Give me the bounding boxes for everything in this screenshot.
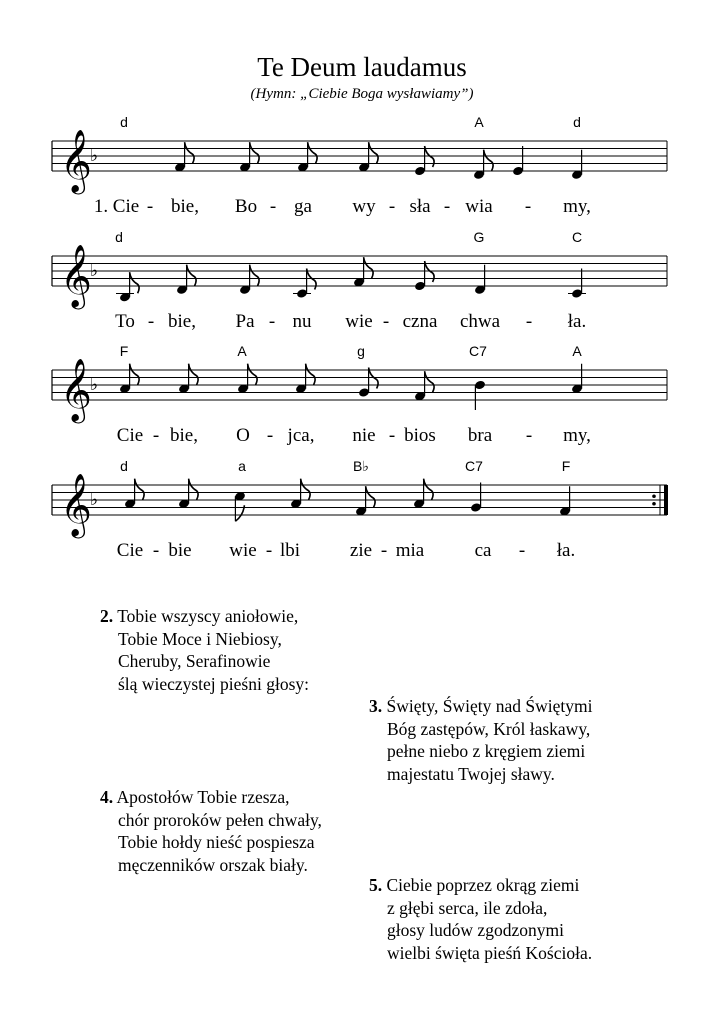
note-flag (130, 272, 140, 293)
note-flag (185, 142, 195, 163)
lyric-syllable: ła. (567, 311, 587, 332)
stanza-4 (100, 786, 322, 876)
lyric-syllable: Bo (234, 196, 258, 217)
note-flag (369, 142, 379, 163)
treble-clef-icon: 𝄞 (60, 473, 92, 536)
lyric-syllable: ga (294, 196, 312, 217)
stanza-line: chór proroków pełen chwały, (118, 809, 322, 830)
chord-symbol: C7 (469, 343, 487, 359)
lyric-hyphen: - (269, 196, 277, 217)
stanza-line: z głębi serca, ile zdoła, (387, 897, 548, 918)
lyric-syllable: jca, (287, 425, 315, 446)
lyric-hyphen: - (146, 196, 154, 217)
lyric-syllable: sła (409, 196, 431, 217)
verse-number: 1. (93, 196, 109, 217)
treble-clef-icon: 𝄞 (60, 358, 92, 421)
stanza-line: głosy ludów zgodzonymi (387, 920, 564, 940)
lyric-syllable: Pa (235, 311, 255, 332)
chord-symbol: F (561, 458, 571, 474)
lyric-syllable: zie (349, 540, 373, 561)
chord-symbol: d (115, 229, 123, 245)
note-flag (308, 142, 318, 163)
lyric-syllable: mia (395, 540, 425, 561)
note-flag (189, 364, 199, 385)
stanza-line: Ciebie poprzez okrąg ziemi (386, 875, 580, 895)
note-flag (187, 265, 197, 286)
song-title: Te Deum laudamus (257, 52, 467, 82)
lyric-hyphen: - (524, 196, 532, 217)
treble-clef-icon: 𝄞 (60, 244, 92, 307)
note-flag (135, 479, 145, 500)
thick-barline (664, 485, 668, 515)
lyric-syllable: wy (352, 196, 376, 217)
lyric-syllable: nie (352, 425, 376, 446)
lyric-hyphen: - (152, 425, 160, 446)
lyric-syllable: chwa (459, 311, 501, 332)
stanza-number: 4. (100, 787, 114, 807)
stanza-line: Tobie hołdy nieść pospiesza (118, 832, 315, 852)
lyric-syllable: Cie (116, 540, 144, 561)
stanza-2 (100, 605, 309, 695)
chord-symbol: d (120, 458, 128, 474)
stanza-number: 3. (369, 696, 383, 716)
lyric-hyphen: - (518, 540, 526, 561)
stanza-line: Cheruby, Serafinowie (118, 651, 271, 671)
lyric-syllable: bie, (171, 196, 199, 217)
chord-symbol: A (572, 343, 582, 359)
lyric-syllable: czna (402, 311, 438, 332)
lyric-hyphen: - (265, 540, 273, 561)
lyric-syllable: my, (563, 196, 591, 217)
lyric-syllable: ca (474, 540, 492, 561)
stanza-line: męczenników orszak biały. (118, 854, 308, 875)
stanza-line: Tobie wszyscy aniołowie, (117, 606, 299, 626)
lyric-syllable: bie, (170, 425, 198, 446)
stanza-line: Święty, Święty nad Świętymi (386, 696, 593, 716)
chord-symbol: F (119, 343, 129, 359)
stanza-line: Apostołów Tobie rzesza, (116, 787, 290, 807)
key-flat-icon: ♭ (90, 490, 99, 510)
lyric-syllable: nu (292, 311, 312, 332)
stanza-line: wielbi święta pieśń Kościoła. (387, 942, 593, 963)
note-flag (248, 364, 258, 385)
note-flag (364, 257, 374, 278)
lyric-syllable: bie (168, 540, 192, 561)
lyric-hyphen: - (147, 311, 155, 332)
chord-symbol: a (238, 458, 246, 474)
stanza-line: ślą wieczystej pieśni głosy: (118, 673, 310, 694)
note-flag (425, 371, 435, 392)
lyric-hyphen: - (443, 196, 451, 217)
chord-symbol: A (474, 114, 484, 130)
lyric-syllable: bios (404, 425, 436, 446)
lyric-hyphen: - (382, 311, 390, 332)
lyric-hyphen: - (266, 425, 274, 446)
lyric-hyphen: - (380, 540, 388, 561)
lyric-syllable: To (115, 311, 135, 332)
song-subtitle: (Hymn: „Ciebie Boga wysławiamy”) (250, 86, 474, 102)
chord-symbol: B♭ (353, 458, 369, 474)
repeat-dot (652, 502, 656, 506)
staff-system-1 (0, 112, 724, 232)
lyric-hyphen: - (525, 425, 533, 446)
repeat-dot (652, 494, 656, 498)
stanza-3 (369, 695, 592, 785)
chord-symbol: g (357, 343, 365, 359)
lyric-syllable: bra (467, 425, 493, 446)
lyric-hyphen: - (388, 196, 396, 217)
note-flag (189, 479, 199, 500)
lyric-syllable: Cie (116, 425, 144, 446)
lyric-syllable: wia (465, 196, 493, 217)
staff-system-3 (0, 341, 724, 461)
lyric-syllable: lbi (279, 540, 301, 561)
lyric-syllable: O (236, 425, 250, 446)
stanza-line: pełne niebo z kręgiem ziemi (387, 741, 586, 761)
stanza-line: majestatu Twojej sławy. (387, 763, 555, 784)
lyric-hyphen: - (152, 540, 160, 561)
lyric-syllable: wie (229, 540, 257, 561)
key-flat-icon: ♭ (90, 146, 99, 166)
stanza-5 (369, 874, 592, 964)
note-flag (306, 364, 316, 385)
lyric-hyphen: - (268, 311, 276, 332)
note-flag (366, 486, 376, 507)
lyric-hyphen: - (388, 425, 396, 446)
lyric-hyphen: - (525, 311, 533, 332)
stanza-number: 5. (369, 875, 383, 895)
lyric-syllable: my, (563, 425, 591, 446)
treble-clef-icon: 𝄞 (60, 129, 92, 192)
stanza-number: 2. (100, 606, 114, 626)
stanza-line: Tobie Moce i Niebiosy, (118, 628, 282, 649)
lyric-syllable: bie, (168, 311, 196, 332)
note-flag (484, 150, 494, 171)
note-flag (301, 479, 311, 500)
note-flag (130, 364, 140, 385)
chord-symbol: C (571, 229, 583, 245)
chord-symbol: d (120, 114, 128, 130)
staff-system-4 (0, 456, 724, 576)
chord-symbol: d (573, 114, 581, 130)
note-flag (250, 142, 260, 163)
chord-symbol: G (473, 229, 485, 245)
lyric-syllable: wie (345, 311, 373, 332)
lyric-syllable: ła. (556, 540, 576, 561)
note-flag (250, 265, 260, 286)
staff-system-2 (0, 227, 724, 347)
key-flat-icon: ♭ (90, 261, 99, 281)
chord-symbol: C7 (465, 458, 483, 474)
note-flag (424, 479, 434, 500)
stanza-line: Bóg zastępów, Król łaskawy, (387, 718, 591, 739)
lyric-syllable: Cie (112, 196, 140, 217)
chord-symbol: A (237, 343, 247, 359)
key-flat-icon: ♭ (90, 375, 99, 395)
